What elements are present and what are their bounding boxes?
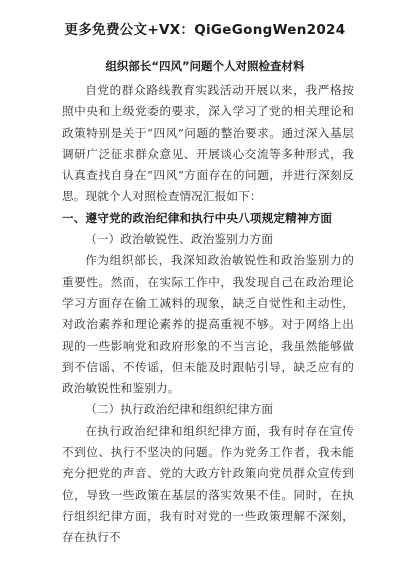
body-paragraph: 作为组织部长，我深知政治敏锐性和政治鉴别力的重要性。然而，在实际工作中，我发现自己在政治理论学习方面存在偷工减料的现象，缺乏自觉性和主动性，对政治素养和理论素养的提高重视不够。对于网络上出现的一些影响党和政府形象的不当言论，我虽然能够做到不信谣、不传谣，但未能及时跟帖引导，缺乏应有的政治敏锐性和鉴别力。 xyxy=(62,253,354,396)
promo-banner: 更多免费公文+VX：QiGeGongWen2024 xyxy=(64,22,346,38)
document-body xyxy=(62,80,354,549)
document-title: 组织部长“四风”问题个人对照检查材料 xyxy=(105,59,305,73)
section-heading: 一、遵守党的政治纪律和执行中央八项规定精神方面 xyxy=(62,210,333,225)
subsection-heading: （一）政治敏锐性、政治鉴别力方面 xyxy=(85,232,274,247)
intro-paragraph: 自党的群众路线教育实践活动开展以来，我严格按照中央和上级党委的要求，深入学习了党的相关理论和政策特别是关于“四风”问题的整治要求。通过深入基层调研广泛征求群众意见、开展谈心交流等多种形式，我认真查找自身在“四风”方面存在的问题，并进行深刻反思。现就个人对照检查情况汇报如下： xyxy=(62,83,354,204)
subsection-heading: （二）执行政治纪律和组织纪律方面 xyxy=(85,402,274,417)
body-paragraph: 在执行政治纪律和组织纪律方面，我有时存在宣传不到位、执行不坚决的问题。作为党务工作者，我未能充分把党的声音、党的大政方针政策向党员群众宣传到位，导致一些政策在基层的落实效果不佳。同时，在执行组织纪律方面，我有时对党的一些政策理解不深刻，存在执行不 xyxy=(62,423,354,545)
